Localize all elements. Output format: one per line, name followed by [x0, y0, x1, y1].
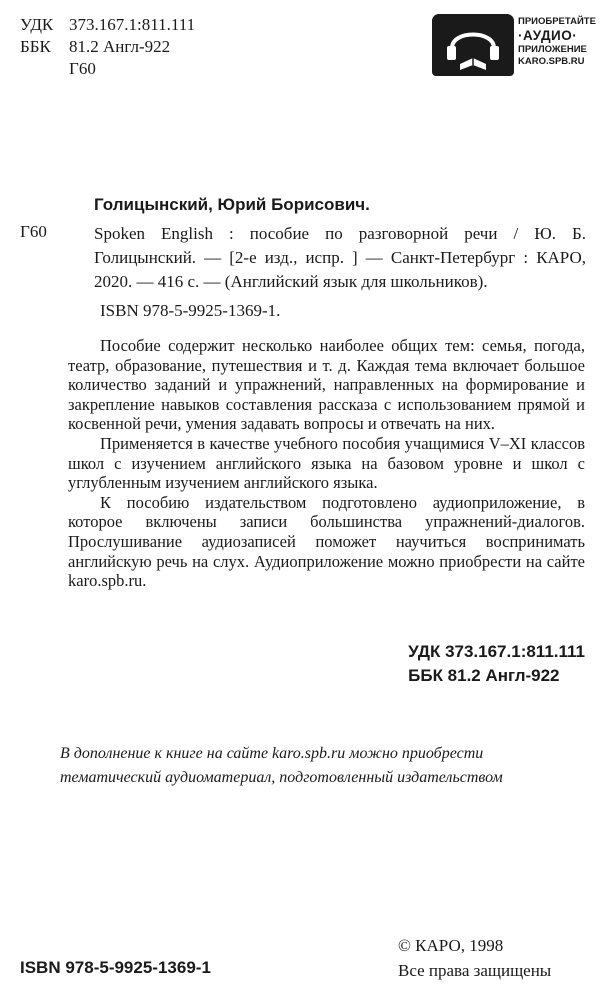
- call-mark: Г60: [20, 222, 47, 241]
- copyright: © КАРО, 1998: [398, 936, 504, 955]
- author-mark-key: [20, 58, 69, 80]
- udk-row: [20, 14, 195, 36]
- copyright-block: [398, 933, 551, 983]
- author-mark-value: Г60: [69, 59, 96, 78]
- logo-line-3: ПРИЛОЖЕНИЕ: [518, 44, 587, 55]
- bbk-row: [20, 36, 195, 58]
- isbn-footer: ISBN 978-5-9925-1369-1: [20, 958, 211, 977]
- bibliographic-description: Spoken English : пособие по разговорной речи / Ю. Б. Голицынский. — [2-е изд., испр. ] — Санкт-Петербург : КАРО, 2020. — 416 с. — (Английский язык для школьников).: [94, 224, 586, 291]
- bbk-value: 81.2 Англ-922: [69, 37, 171, 56]
- bbk-classification: ББК 81.2 Англ-922: [408, 666, 560, 685]
- logo-line-4: KARO.SPB.RU: [518, 56, 585, 67]
- abstract-paragraph-3: К пособию издательством подготовлено аудиоприложение, в которое включены записи большинства упражнений-диалогов. Прослушивание аудиозаписей поможет научиться воспринимать английскую речь на слух. Аудиоприложение можно приобрести на сайте karo.spb.ru.: [68, 492, 585, 591]
- rights-reserved: Все права защищены: [398, 961, 552, 980]
- author-heading: Голицынский, Юрий Борисович.: [94, 195, 370, 214]
- author-mark-row: [20, 58, 195, 80]
- bbk-key: ББК: [20, 37, 51, 56]
- classification-block: [408, 640, 585, 688]
- udk-key: УДК: [20, 15, 54, 34]
- logo-line-1: ПРИОБРЕТАЙТЕ: [518, 16, 596, 27]
- abstract-paragraph-2: Применяется в качестве учебного пособия учащимися V–XI классов школ с изучением английского языка на базовом уровне и школ с углубленным изучением английского языка.: [68, 433, 585, 493]
- headphones-book-icon: [432, 14, 514, 76]
- logo-line-2: ·АУДИО·: [518, 28, 578, 43]
- udk-value: 373.167.1:811.111: [69, 15, 196, 34]
- logo-text: [518, 16, 598, 68]
- abstract: [68, 336, 585, 591]
- catalog-codes: [20, 14, 195, 80]
- abstract-paragraph-1: Пособие содержит несколько наиболее общих тем: семья, погода, театр, образование, путешествия и т. д. Каждая тема включает большое количество заданий и упражнений, направленных на формирование и закрепление навыков составления рассказа с использованием прямой и косвенной речи, умения задавать вопросы и отвечать на них.: [68, 336, 585, 434]
- audio-app-logo: [432, 14, 596, 76]
- supplement-note: В дополнение к книге на сайте karo.spb.ru можно приобрести тематический аудиоматериал, подготовленный издательством: [60, 745, 503, 786]
- isbn-record: ISBN 978-5-9925-1369-1.: [100, 301, 281, 320]
- udk-classification: УДК 373.167.1:811.111: [408, 642, 585, 661]
